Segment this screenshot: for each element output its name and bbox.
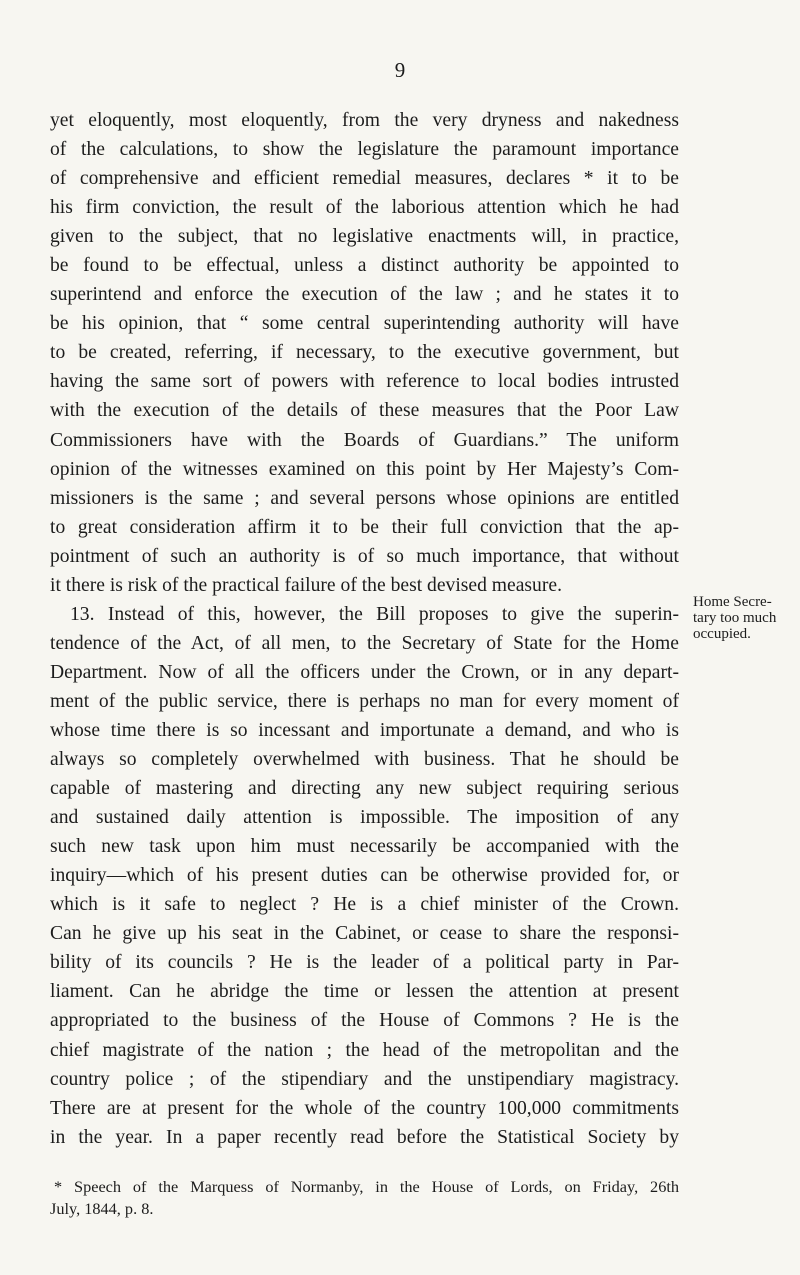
body-text xyxy=(50,106,679,1152)
margin-note-line: occupied. xyxy=(693,626,751,642)
body-line: always so completely overwhelmed with business. That he should be xyxy=(50,749,679,771)
footnote-line: July, 1844, p. 8. xyxy=(50,1199,154,1218)
footnote xyxy=(50,1176,679,1220)
body-line: capable of mastering and directing any new subject requiring serious xyxy=(50,778,679,800)
page-number: 9 xyxy=(394,58,406,82)
body-line: of the calculations, to show the legislature the paramount importance xyxy=(50,139,679,161)
body-line: be found to be effectual, unless a distinct authority be appointed to xyxy=(50,255,679,277)
body-line: country police ; of the stipendiary and the unstipendiary magistracy. xyxy=(50,1068,679,1090)
body-line: to great consideration affirm it to be their full conviction that the ap- xyxy=(50,516,679,538)
body-line: having the same sort of powers with reference to local bodies intrusted xyxy=(50,371,679,393)
body-line: with the execution of the details of these measures that the Poor Law xyxy=(50,400,679,422)
margin-note-line: Home Secre- xyxy=(693,594,772,610)
body-line: be his opinion, that “ some central superintending authority will have xyxy=(50,313,679,335)
body-line: and sustained daily attention is impossible. The imposition of any xyxy=(50,807,679,829)
body-line: There are at present for the whole of the country 100,000 commitments xyxy=(50,1097,679,1119)
body-line: chief magistrate of the nation ; the head of the metropolitan and the xyxy=(50,1039,679,1061)
body-line: pointment of such an authority is of so much importance, that without xyxy=(50,545,679,567)
body-line: missioners is the same ; and several persons whose opinions are entitled xyxy=(50,487,679,509)
footnote-line: * Speech of the Marquess of Normanby, in the House of Lords, on Friday, 26th xyxy=(54,1177,679,1196)
body-line: of comprehensive and efficient remedial measures, declares * it to be xyxy=(50,168,679,190)
body-line: such new task upon him must necessarily be accompanied with the xyxy=(50,836,679,858)
body-line-paragraph-13: 13. Instead of this, however, the Bill proposes to give the superin- xyxy=(70,603,679,625)
body-line: to be created, referring, if necessary, to the executive government, but xyxy=(50,342,679,364)
body-line: Commissioners have with the Boards of Guardians.” The uniform xyxy=(50,429,679,451)
margin-note-line: tary too much xyxy=(693,610,777,626)
body-line: appropriated to the business of the House of Commons ? He is the xyxy=(50,1010,679,1032)
body-line: Department. Now of all the officers under the Crown, or in any depart- xyxy=(50,661,679,683)
margin-note xyxy=(693,594,798,642)
body-line: it there is risk of the practical failure of the best devised measure. xyxy=(50,574,562,596)
body-line: yet eloquently, most eloquently, from the very dryness and nakedness xyxy=(50,110,679,131)
body-line: opinion of the witnesses examined on this point by Her Majesty’s Com- xyxy=(50,458,679,480)
body-line: tendence of the Act, of all men, to the Secretary of State for the Home xyxy=(50,632,679,654)
body-line: superintend and enforce the execution of the law ; and he states it to xyxy=(50,284,679,306)
body-line: liament. Can he abridge the time or lessen the attention at present xyxy=(50,981,679,1003)
body-line: bility of its councils ? He is the leader of a political party in Par- xyxy=(50,952,679,974)
body-line: which is it safe to neglect ? He is a chief minister of the Crown. xyxy=(50,894,679,916)
body-line: inquiry—which of his present duties can be otherwise provided for, or xyxy=(50,865,679,887)
body-line: in the year. In a paper recently read before the Statistical Society by xyxy=(50,1126,679,1148)
body-line: Can he give up his seat in the Cabinet, or cease to share the responsi- xyxy=(50,923,679,945)
body-line: ment of the public service, there is perhaps no man for every moment of xyxy=(50,690,679,712)
body-line: given to the subject, that no legislative enactments will, in practice, xyxy=(50,226,679,248)
body-line: his firm conviction, the result of the laborious attention which he had xyxy=(50,197,679,219)
body-line: whose time there is so incessant and importunate a demand, and who is xyxy=(50,719,679,741)
